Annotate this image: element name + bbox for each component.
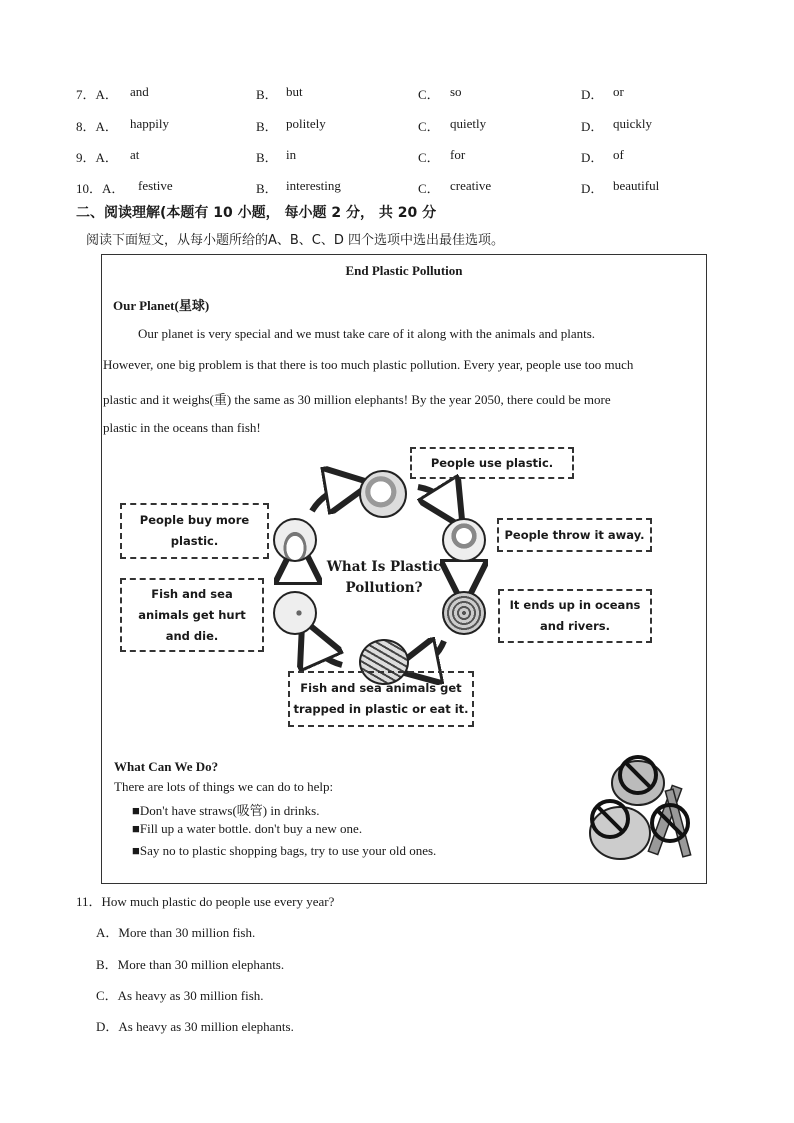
- what-can-we-do-heading: What Can We Do?: [114, 759, 219, 774]
- option-b-text: in: [286, 147, 297, 162]
- tip-item-1: ■Don't have straws(吸管) in drinks.: [132, 803, 320, 818]
- box-text-line-2: and rivers.: [540, 619, 610, 633]
- arrow-top-right-icon: [418, 487, 450, 507]
- box-text-line-3: and die.: [165, 628, 219, 643]
- question-number: 7．A．: [76, 87, 118, 102]
- option-b-label: B．: [256, 87, 278, 102]
- reading-passage: [101, 254, 707, 884]
- plastic-bottle-icon: [273, 518, 317, 562]
- passage-title: End Plastic Pollution: [345, 263, 463, 278]
- option-d-label: D．: [581, 87, 604, 102]
- diagram-center-title: [324, 557, 444, 599]
- box-text: People use plastic.: [430, 455, 554, 470]
- section-title: 二、阅读理解(本题有 10 小题， 每小题 2 分， 共 20 分: [76, 205, 437, 221]
- option-b-text: interesting: [286, 178, 341, 193]
- option-b-label: B．: [256, 181, 278, 196]
- box-people-throw-away: [497, 518, 652, 552]
- passage-line-3: plastic and it weighs(重) the same as 30 million elephants! By the year 2050, there could be more: [103, 392, 611, 407]
- box-fish-trapped: [288, 671, 474, 727]
- question-number: 10．A．: [76, 181, 125, 196]
- question-number: 8．A．: [76, 119, 118, 134]
- box-text-line-2: trapped in plastic or eat it.: [293, 702, 469, 716]
- option-b-label: B．: [256, 150, 278, 165]
- box-text-line-1: Fish and sea animals get: [300, 681, 462, 695]
- option-d-text: of: [613, 147, 624, 162]
- section-instruction: 阅读下面短文，从每小题所给的A、B、C、D 四个选项中选出最佳选项。: [86, 233, 505, 248]
- diagram-center-title-line-1: What Is Plastic: [326, 559, 442, 575]
- box-text-line-1: People buy more: [139, 513, 250, 527]
- question-11-stem: 11．How much plastic do people use every year?: [76, 894, 335, 909]
- option-d-text: quickly: [613, 116, 652, 131]
- tip-item-2: ■Fill up a water bottle. don't buy a new one.: [132, 821, 363, 836]
- option-b-text: politely: [286, 116, 326, 131]
- box-text-line-2: plastic.: [170, 534, 219, 548]
- question-11-option-c[interactable]: C．As heavy as 30 million fish.: [96, 988, 264, 1003]
- passage-line-4: plastic in the oceans than fish!: [103, 420, 261, 435]
- arrow-bottom-left-icon: [312, 641, 342, 665]
- option-b-label: B．: [256, 119, 278, 134]
- ocean-plastic-icon: [442, 591, 486, 635]
- option-c-text: quietly: [450, 116, 487, 131]
- options-row-7: [0, 84, 794, 104]
- no-plastic-illustration-icon: [580, 745, 700, 867]
- option-c-text: for: [450, 147, 466, 162]
- options-row-8: [0, 116, 794, 136]
- options-row-9: [0, 147, 794, 167]
- question-11-option-d[interactable]: D．As heavy as 30 million elephants.: [96, 1019, 294, 1034]
- arrow-bottom-right-icon: [416, 641, 444, 665]
- what-can-we-do-intro: There are lots of things we can do to help:: [114, 779, 334, 794]
- option-a-text: happily: [130, 116, 169, 131]
- option-a-text: festive: [138, 178, 173, 193]
- person-using-plastic-icon: [359, 470, 407, 518]
- arrow-top-left-icon: [312, 487, 348, 511]
- option-d-text: or: [613, 84, 624, 99]
- person-throwing-icon: [442, 518, 486, 562]
- option-c-label: C．: [418, 87, 440, 102]
- box-text-line-1: It ends up in oceans: [509, 598, 641, 612]
- option-a-text: at: [130, 147, 140, 162]
- box-text: People throw it away.: [504, 527, 645, 542]
- option-d-label: D．: [581, 119, 604, 134]
- plastic-pollution-diagram: [102, 443, 706, 743]
- box-ends-up-in-oceans: [498, 589, 652, 643]
- option-c-label: C．: [418, 181, 440, 196]
- passage-line-2: However, one big problem is that there is too much plastic pollution. Every year, people use too much: [103, 357, 634, 372]
- diagram-center-title-line-2: Pollution?: [345, 580, 423, 596]
- option-d-label: D．: [581, 150, 604, 165]
- box-people-use-plastic: [410, 447, 574, 479]
- option-d-label: D．: [581, 181, 604, 196]
- hurt-animals-icon: [273, 591, 317, 635]
- box-people-buy-more: [120, 503, 269, 559]
- box-text-line-2: animals get hurt: [138, 607, 246, 622]
- option-b-text: but: [286, 84, 303, 99]
- option-c-text: creative: [450, 178, 492, 193]
- passage-line-1: Our planet is very special and we must take care of it along with the animals and plants.: [138, 326, 596, 341]
- question-number: 9．A．: [76, 150, 118, 165]
- tip-item-3: ■Say no to plastic shopping bags, try to use your old ones.: [132, 843, 437, 858]
- options-row-10: [0, 178, 794, 198]
- option-c-label: C．: [418, 150, 440, 165]
- option-a-text: and: [130, 84, 149, 99]
- question-11-option-a[interactable]: A．More than 30 million fish.: [96, 925, 256, 940]
- box-fish-hurt-die: [120, 578, 264, 652]
- option-d-text: beautiful: [613, 178, 660, 193]
- option-c-label: C．: [418, 119, 440, 134]
- passage-subheading: Our Planet(星球): [113, 298, 210, 313]
- option-c-text: so: [450, 84, 462, 99]
- question-11-option-b[interactable]: B．More than 30 million elephants.: [96, 957, 285, 972]
- box-text-line-1: Fish and sea: [151, 586, 233, 601]
